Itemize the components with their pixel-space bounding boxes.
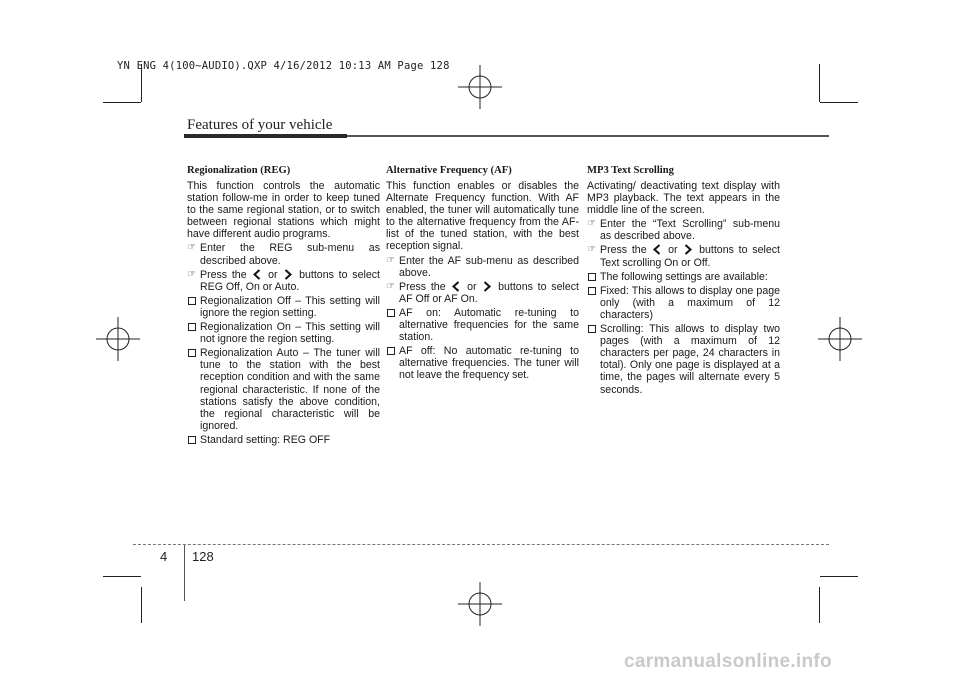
registration-mark-left [96,317,140,361]
section-number: 4 [160,549,168,564]
registration-mark-bottom [458,582,502,626]
bullet-item [587,271,780,283]
chevron-right-icon [483,281,491,292]
chevron-right-icon [684,244,692,255]
registration-mark-top [458,65,502,109]
step-item [587,244,780,268]
crop-mark [103,102,141,103]
bullet-text: Standard setting: REG OFF [200,433,331,446]
checkbox-bullet-icon [588,325,596,333]
step-text-mid: or [268,268,278,281]
bullet-text: AF off: No automatic re-tuning to alternative frequencies. The tuner will not leave the frequency set. [399,345,579,382]
checkbox-bullet-icon [188,349,196,357]
page-number: 128 [192,549,214,564]
section-heading: Regionalization (REG) [187,165,291,176]
footer-divider [184,545,185,601]
step-text: Enter the “Text Scrolling” sub-menu as described above. [600,218,780,243]
pointer-icon: ☞ [587,244,596,256]
column-regionalization [187,165,380,448]
bullet-text: Regionalization Off – This setting will ignore the region setting. [200,294,380,319]
bullet-item [587,285,780,321]
bullet-item [187,321,380,345]
checkbox-bullet-icon [387,347,395,355]
bullet-item [187,434,380,446]
bullet-text: AF on: Automatic re-tuning to alternative frequencies for the same station. [399,306,579,344]
crop-mark [820,102,858,103]
column-alternative-frequency [386,165,579,384]
step-text-post: buttons to select Text scrolling On or Off. [600,244,780,269]
checkbox-bullet-icon [188,436,196,444]
chevron-right-icon [284,269,292,280]
watermark: carmanualsonline.info [624,651,832,672]
step-item [386,281,579,305]
pointer-icon: ☞ [386,280,395,292]
crop-mark [819,64,820,102]
step-text-pre: Press the [200,268,247,281]
bullet-text: Scrolling: This allows to display two pages (with a maximum of 12 characters per page, 24 characters in total). Only one page is displayed at a time, the pages will alternate every 5 seconds. [600,323,780,396]
section-intro: This function enables or disables the Alternate Frequency function. With AF enabled, the tuner will automatically tune to the alternative frequency from the AF-list of the tuned station, with the best reception signal. [386,180,579,253]
step-text-mid: or [467,280,477,293]
header-rule [347,135,829,137]
step-item [587,218,780,242]
bullet-text: Regionalization On – This setting will not ignore the region setting. [200,321,380,346]
crop-mark [820,576,858,577]
step-text-post: buttons to select AF Off or AF On. [399,280,579,305]
page-section-title: Features of your vehicle [187,117,333,133]
pointer-icon: ☞ [187,268,196,280]
section-heading: MP3 Text Scrolling [587,165,674,176]
chevron-left-icon [653,244,661,255]
header-bar [184,134,347,138]
section-heading: Alternative Frequency (AF) [386,165,512,176]
step-text-pre: Press the [600,244,647,257]
crop-mark [819,587,820,623]
step-text-mid: or [668,244,678,257]
checkbox-bullet-icon [588,273,596,281]
pointer-icon: ☞ [587,218,596,230]
section-intro: This function controls the automatic station follow-me in order to keep tuned to the same regional station, or to switch between regional stations which might have different audio programs. [187,180,380,241]
crop-mark [103,576,141,577]
bullet-item [187,347,380,432]
checkbox-bullet-icon [188,297,196,305]
step-item [386,255,579,279]
footer-rule [133,544,829,545]
checkbox-bullet-icon [387,309,395,317]
chevron-left-icon [452,281,460,292]
column-mp3-text-scrolling [587,165,780,398]
section-intro: Activating/ deactivating text display with MP3 playback. The text appears in the middle line of the screen. [587,180,780,217]
crop-mark [141,587,142,623]
checkbox-bullet-icon [588,287,596,295]
print-slug: YN ENG 4(100~AUDIO).QXP 4/16/2012 10:13 AM Page 128 [117,60,450,72]
step-text-pre: Press the [399,280,446,293]
pointer-icon: ☞ [386,254,395,266]
step-text-post: buttons to select REG Off, On or Auto. [200,268,380,293]
chevron-left-icon [253,269,261,280]
step-text: Enter the REG sub-menu as described above. [200,242,380,267]
checkbox-bullet-icon [188,323,196,331]
bullet-text: Regionalization Auto – The tuner will tune to the station with the best reception condition and with the same regional characteristic. If none of the stations satisfy the above condition, the regional characteristic will be ignored. [200,347,380,432]
registration-mark-right [818,317,862,361]
bullet-item [587,323,780,396]
pointer-icon: ☞ [187,242,196,254]
bullet-item [386,307,579,343]
bullet-item [187,295,380,319]
bullet-text: The following settings are available: [600,270,768,283]
bullet-item [386,345,579,381]
step-item [187,242,380,266]
step-text: Enter the AF sub-menu as described above. [399,254,579,279]
step-item [187,269,380,293]
bullet-text: Fixed: This allows to display one page only (with a maximum of 12 characters) [600,284,780,321]
